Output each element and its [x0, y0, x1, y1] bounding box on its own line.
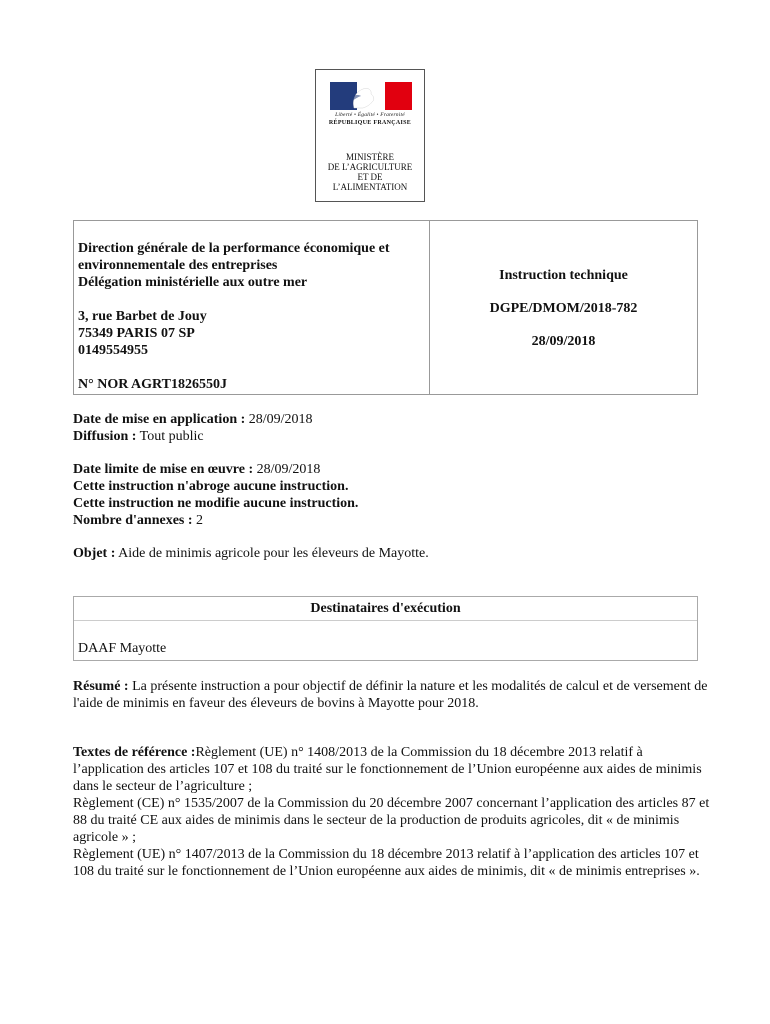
diffusion-label: Diffusion : [73, 429, 137, 444]
direction-name: Direction générale de la performance économique et environnementale des entreprises [78, 241, 390, 273]
destinataires-value: DAAF Mayotte [78, 641, 167, 656]
textes-reference-label: Textes de référence : [73, 745, 196, 760]
issuer-cell [74, 221, 430, 394]
reference-3: Règlement (UE) n° 1407/2013 de la Commission du 18 décembre 2013 relatif à l’application des articles 107 et 108 du traité sur le fonctionnement de l’Union européenne aux aides de minimis, dit « de minimis entreprises ». [73, 847, 700, 879]
annexes-value: 2 [196, 513, 204, 528]
resume-section [73, 678, 713, 712]
ministry-logo-block [315, 69, 425, 202]
reference-2: Règlement (CE) n° 1535/2007 de la Commission du 20 décembre 2007 concernant l’application des articles 87 et 88 du traité CE aux aides de minimis dans le secteur de la production de produits agricoles, dit « de minimis agricole » ; [73, 796, 710, 845]
document-reference: DGPE/DMOM/2018-782 [489, 301, 638, 316]
annexes-label: Nombre d'annexes : [73, 513, 193, 528]
modifie-line [73, 495, 713, 512]
marianne-logo-icon [330, 82, 412, 110]
deadline-label: Date limite de mise en œuvre : [73, 462, 254, 477]
annexes-line [73, 512, 713, 529]
republique-francaise-label: RÉPUBLIQUE FRANÇAISE [328, 120, 412, 126]
reference-1-text: Règlement (UE) n° 1408/2013 de la Commission du 18 décembre 2013 relatif à l’application des articles 107 et 108 du traité sur le fonctionnement de l’Union européenne aux aides de minimis dans le secteur de l’agriculture ; [73, 745, 702, 794]
republic-motto: Liberté • Égalité • Fraternité [335, 112, 405, 118]
resume-paragraph [73, 678, 713, 712]
objet-value: Aide de minimis agricole pour les éleveurs de Mayotte. [118, 546, 429, 561]
instruction-cell [430, 221, 697, 394]
resume-label: Résumé : [73, 679, 129, 694]
diffusion-line [73, 428, 713, 445]
header-table [73, 220, 698, 395]
address-line-1: 3, rue Barbet de Jouy [78, 309, 207, 324]
deadline-value: 28/09/2018 [256, 462, 321, 477]
diffusion-value: Tout public [139, 429, 204, 444]
ministry-name: MINISTÈRE DE L’AGRICULTURE ET DE L’ALIMENTATION [327, 152, 413, 192]
modifie-text: Cette instruction ne modifie aucune instruction. [73, 496, 359, 511]
textes-reference-section [73, 744, 713, 880]
abroge-line [73, 478, 713, 495]
document-date: 28/09/2018 [531, 334, 596, 349]
document-type: Instruction technique [499, 268, 628, 283]
abroge-text: Cette instruction n'abroge aucune instruction. [73, 479, 349, 494]
application-date-label: Date de mise en application : [73, 412, 246, 427]
destinataires-table [73, 596, 698, 661]
resume-text: La présente instruction a pour objectif de définir la nature et les modalités de calcul et de versement de l'aide de minimis en faveur des éleveurs de bovins à Mayotte pour 2018. [73, 679, 708, 711]
reference-1 [73, 744, 713, 795]
nor-number: N° NOR AGRT1826550J [78, 377, 228, 392]
phone-number: 0149554955 [78, 343, 148, 358]
objet-line [73, 545, 713, 562]
application-date-line [73, 411, 713, 428]
deadline-line [73, 461, 713, 478]
objet-label: Objet : [73, 546, 116, 561]
address-line-2: 75349 PARIS 07 SP [78, 326, 195, 341]
document-metadata [73, 411, 713, 562]
application-date-value: 28/09/2018 [248, 412, 313, 427]
destinataires-title: Destinataires d'exécution [74, 597, 697, 621]
delegation-name: Délégation ministérielle aux outre mer [78, 275, 308, 290]
